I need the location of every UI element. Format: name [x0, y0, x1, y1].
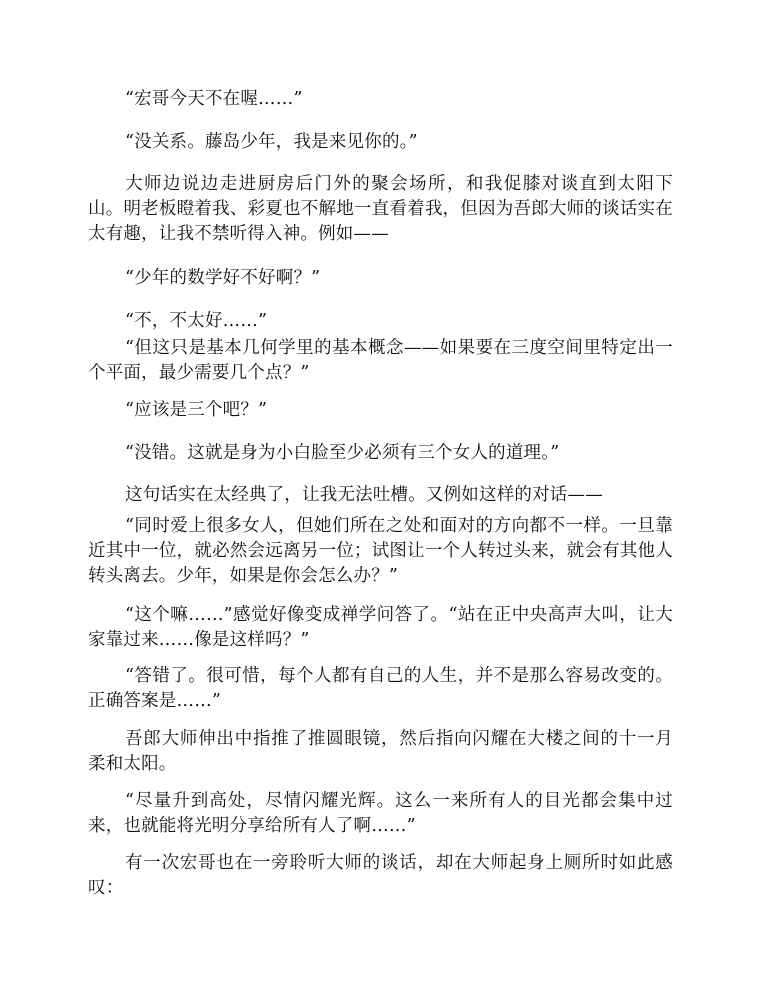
paragraph-3: 大师边说边走进厨房后门外的聚会场所，和我促膝对谈直到太阳下山。明老板瞪着我、彩夏也不解地一直看着我，但因为吾郎大师的谈话实在太有趣，让我不禁听得入神。例如—— — [88, 174, 673, 244]
paragraph-5: “不，不太好……” — [125, 311, 268, 331]
paragraph-4: “少年的数学好不好啊？” — [125, 268, 321, 288]
paragraph-9: 这句话实在太经典了，让我无法吐槽。又例如这样的对话—— — [125, 485, 603, 505]
paragraph-11: “这个嘛……”感觉好像变成禅学问答了。“站在正中央高声大叫，让大家靠过来……像是这样吗？” — [88, 605, 673, 650]
paragraph-8: “没错。这就是身为小白脸至少必须有三个女人的道理。” — [125, 443, 560, 463]
paragraph-1: “宏哥今天不在喔……” — [125, 89, 303, 109]
paragraph-6: “但这只是基本几何学里的基本概念——如果要在三度空间里特定出一个平面，最少需要几个点？” — [88, 338, 673, 383]
paragraph-13: 吾郎大师伸出中指推了推圆眼镜，然后指向闪耀在大楼之间的十一月柔和太阳。 — [88, 729, 673, 774]
paragraph-14: “尽量升到高处，尽情闪耀光辉。这么一来所有人的目光都会集中过来，也就能将光明分享给所有人了啊……” — [88, 791, 673, 836]
paragraph-12: “答错了。很可惜，每个人都有自己的人生，并不是那么容易改变的。正确答案是……” — [88, 666, 673, 711]
paragraph-2: “没关系。藤岛少年，我是来见你的。” — [125, 132, 418, 152]
paragraph-15: 有一次宏哥也在一旁聆听大师的谈话，却在大师起身上厕所时如此感叹： — [88, 853, 673, 898]
paragraph-10: “同时爱上很多女人，但她们所在之处和面对的方向都不一样。一旦靠近其中一位，就必然会远离另一位；试图让一个人转过头来，就会有其他人转头离去。少年，如果是你会怎么办？” — [88, 516, 673, 586]
paragraph-7: “应该是三个吧？” — [125, 400, 268, 420]
